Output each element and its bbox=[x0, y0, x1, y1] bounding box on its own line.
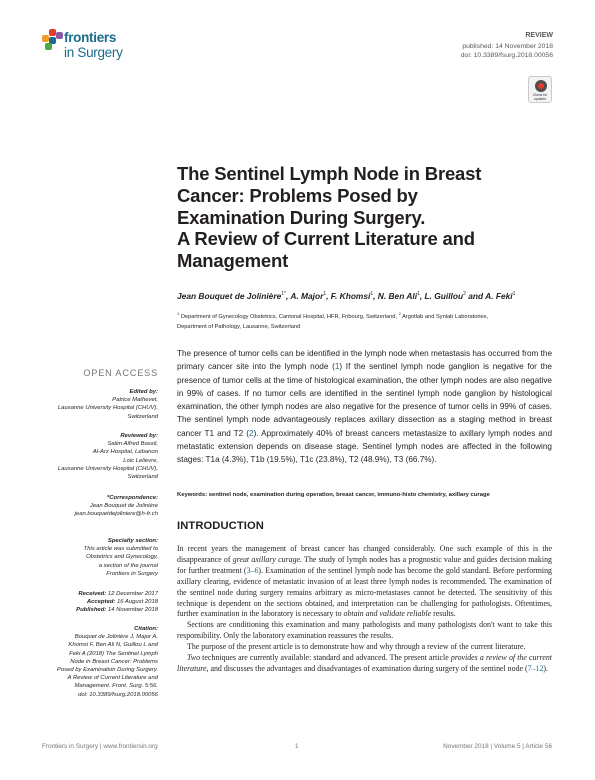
paragraph: The purpose of the present article is to demonstrate how and why through a review of the current literature. bbox=[187, 642, 526, 652]
reference-link[interactable]: 7–12 bbox=[527, 663, 544, 673]
title-line: A Review of Current Literature and bbox=[177, 228, 475, 250]
author-name[interactable]: Jean Bouquet de Jolinière bbox=[177, 291, 282, 301]
reviewed-by-block: Reviewed by: Salim Alfred Bassil, Al-Arz Hospital, Lebanon Loic Lelievre, Lausanne University Hospital (CHUV), Switzerland bbox=[57, 433, 158, 481]
paragraph: Sections are conditioning this examination and many pathologists and many pathologists don't want to take this responsibility. Only the laboratory examination reassures the results. bbox=[177, 620, 552, 641]
doi-link[interactable]: doi: 10.3389/fsurg.2018.00056 bbox=[460, 52, 553, 59]
introduction-body bbox=[177, 544, 552, 675]
journal-logo[interactable] bbox=[42, 29, 162, 69]
frontiers-logo-icon bbox=[42, 29, 66, 51]
reference-link[interactable]: 2 bbox=[249, 428, 254, 438]
edited-by-block: Edited by: Patrice Mathevet, Lausanne University Hospital (CHUV), Switzerland bbox=[57, 389, 158, 420]
author-name[interactable]: , F. Khomsi bbox=[326, 291, 371, 301]
title-line: Examination During Surgery. bbox=[177, 206, 426, 228]
correspondence-block: *Correspondence: Jean Bouquet de Jolinière jean.bouquetdejoliniere@h-fr.ch bbox=[74, 495, 158, 518]
article-type: REVIEW bbox=[525, 32, 553, 39]
logo-text-frontiers: frontiers bbox=[64, 30, 117, 45]
check-for-updates-label: Check for updates bbox=[532, 93, 548, 101]
affiliations: $^1$ Department of Gynecology Obstetrics, Cantonal Hospital, HFR, Fribourg, Switzerland, $^2$ Argotlab and Synlab Laboratories, Department of Pathology, Lausanne, Switzerland bbox=[177, 311, 489, 331]
paragraph: In recent years the management of breast cancer has changed considerably. One such example of this is the disappearance of great axillary curage. The study of lymph nodes has a prognostic value and guides decision making for further treatment (3–6). Examination of the sentinel lymph node has become the gold standard. Before performing axillary clearing, evidence of metastatic invasion of at least three lymph nodes is recommended. The examination of the sentinel node during surgery remains arbitrary as micro-metastases cannot be detected. The sensitivity of this technique is dependent on the sections obtained, and interpretation can be challenging for pathologists. Oftentimes, further examination in the laboratory is necessary to obtain and validate reliable results. bbox=[177, 544, 552, 619]
logo-text-journal: in Surgery bbox=[64, 45, 123, 60]
citation-block: Citation: Bouquet de Jolinière J, Major A, Khomsi F, Ben Ali N, Guillou L and Feki A (2018) The Sentinel Lymph Node in Breast Cancer: Problems Posed by Examination During Surgery. A Review of Current Literature and Management. Front. Surg. 5:56. doi: 10.3389/fsurg.2018.00056 bbox=[56, 626, 158, 698]
reference-link[interactable]: 3–6 bbox=[246, 565, 259, 575]
reference-link[interactable]: 1 bbox=[334, 362, 340, 372]
check-for-updates-icon bbox=[535, 80, 547, 92]
author-name[interactable]: , L. Guillou bbox=[419, 291, 464, 301]
title-line: Management bbox=[177, 250, 289, 272]
footer-journal-link[interactable]: Frontiers in Surgery | www.frontiersin.org bbox=[42, 743, 158, 750]
check-for-updates-badge[interactable] bbox=[528, 76, 552, 103]
page-number: 1 bbox=[295, 743, 299, 750]
open-access-label: OPEN ACCESS bbox=[83, 368, 158, 378]
title-line: Cancer: Problems Posed by bbox=[177, 184, 418, 206]
author-name[interactable]: , A. Major bbox=[285, 291, 324, 301]
keywords: Keywords: sentinel node, examination during operation, breast cancer, immuno-histo chemistry, axillary curage bbox=[177, 492, 490, 498]
correspondence-email[interactable]: jean.bouquetdejoliniere@h-fr.ch bbox=[74, 511, 158, 518]
author-list: Jean Bouquet de Jolinière$^{1*}$, A. Major$^1$, F. Khomsi$^1$, N. Ben Ali$^1$, L. Guillou$^2$ and A. Feki$^1$ bbox=[177, 291, 516, 301]
citation-doi[interactable]: doi: 10.3389/fsurg.2018.00056 bbox=[78, 691, 158, 698]
specialty-section-block: Specialty section: This article was submitted to Obstetrics and Gynecology, a section of the journal Frontiers in Surgery bbox=[83, 538, 158, 577]
author-name[interactable]: and A. Feki bbox=[465, 291, 513, 301]
author-name[interactable]: , N. Ben Ali bbox=[373, 291, 418, 301]
paragraph: Two techniques are currently available: standard and advanced. The present article provides a review of the current literature, and discusses the advantages and disadvantages of examination during surgery of the sentinel node (7–12). bbox=[177, 653, 552, 673]
title-line: The Sentinel Lymph Node in Breast bbox=[177, 163, 482, 184]
abstract: The presence of tumor cells can be identified in the lymph node when metastasis has occurred from the primary cancer site into the lymph node (1) If the sentinel lymph node ganglion is negative for the presence of tumor cells at the time of histological examination, the other lymph nodes are also negative in 99% of cases. If no tumor cells are identified in the sentinel lymph node ganglion by histological examination, the other lymph nodes are also negative for the presence of tumor cells in 99% of cases. The sentinel lymph node advantageously replaces axillary dissection as a staging method in breast cancer T1 and T2 (2). Approximately 40% of breast cancers metastasize to axillary lymph nodes and metastatic extension depends on disease stage. Sentinel lymph nodes are affected in the following stages: T1a (4.3%), T1b (19.5%), T1c (23.8%), T2 (48.9%), T3 (66.7%). bbox=[177, 349, 553, 465]
dates-block: Received: 12 December 2017 Accepted: 16 August 2018 Published: 14 November 2018 bbox=[76, 591, 158, 614]
article-title bbox=[177, 163, 557, 272]
published-date: published: 14 November 2018 bbox=[462, 43, 553, 50]
footer-issue-info: November 2018 | Volume 5 | Article 56 bbox=[443, 743, 552, 750]
section-heading-introduction: INTRODUCTION bbox=[177, 520, 264, 532]
